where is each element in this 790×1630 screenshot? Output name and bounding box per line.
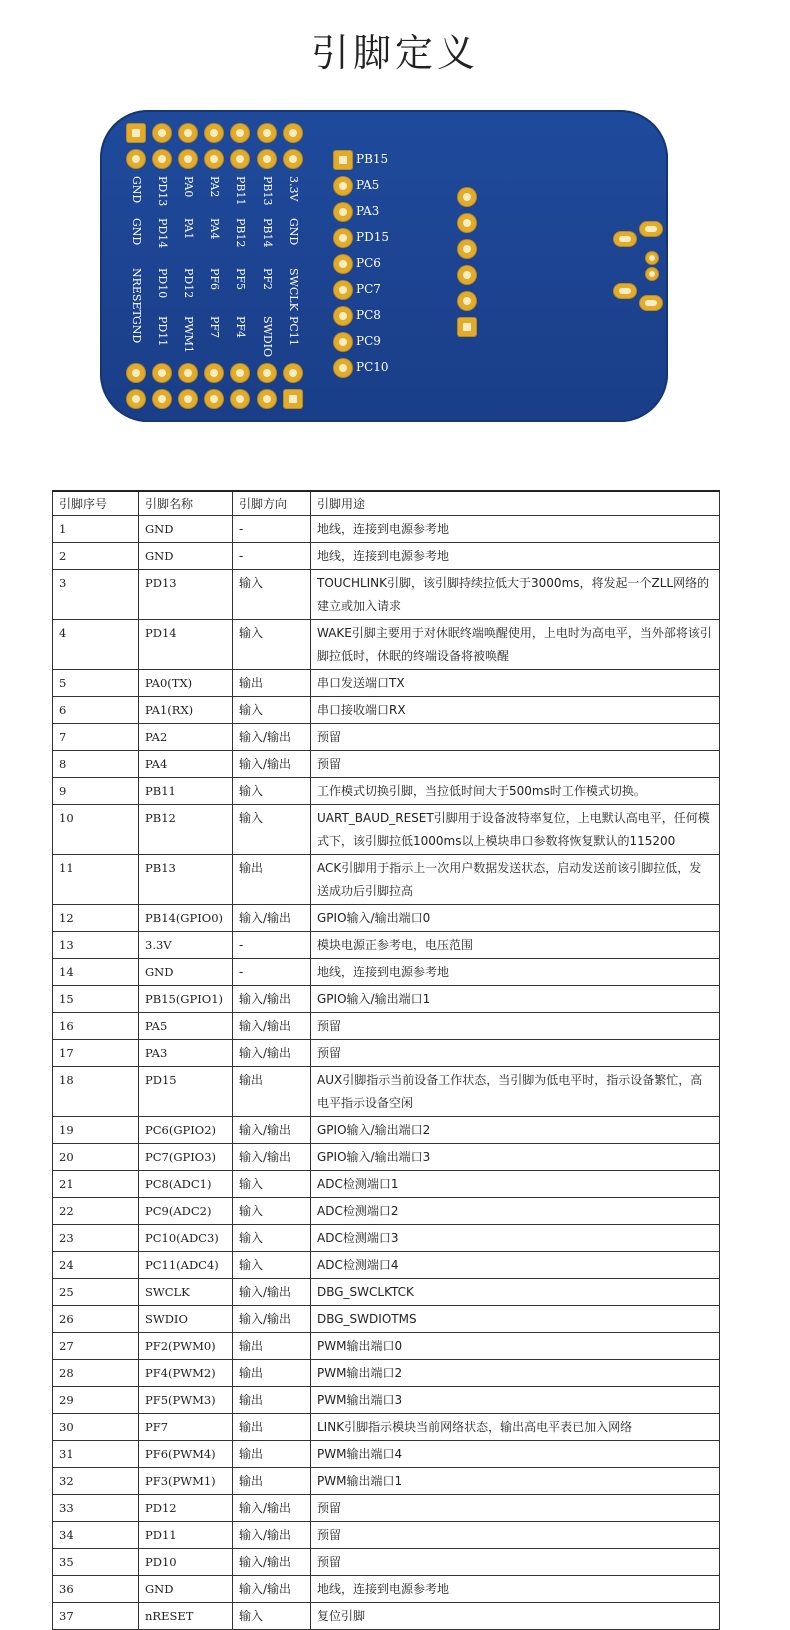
pin-name-cell: 3.3V <box>139 932 233 959</box>
pin-label: PF5 <box>234 268 247 291</box>
pin-usage-cell: 预留 <box>311 1522 720 1549</box>
pin-number-cell: 9 <box>53 778 139 805</box>
table-row <box>53 570 720 620</box>
side-pin <box>334 333 352 351</box>
pin-direction-cell: 输入/输出 <box>233 986 311 1013</box>
pin-number-cell: 29 <box>53 1387 139 1414</box>
header-pin <box>205 150 223 168</box>
pin-name-cell: PD13 <box>139 570 233 620</box>
header-pin <box>258 124 276 142</box>
pin-number-cell: 3 <box>53 570 139 620</box>
pin-label: NRESET <box>130 268 143 317</box>
pin-name-cell: PD14 <box>139 620 233 670</box>
pin-direction-cell: 输入/输出 <box>233 1549 311 1576</box>
pin-name-cell: PF4(PWM2) <box>139 1360 233 1387</box>
pin-name-cell: PB12 <box>139 805 233 855</box>
pin-usage-cell: PWM输出端口0 <box>311 1333 720 1360</box>
header-pin <box>205 364 223 382</box>
pin-name-cell: GND <box>139 516 233 543</box>
antenna-pad <box>640 296 662 310</box>
pin-usage-cell: 预留 <box>311 1495 720 1522</box>
pin-number-cell: 16 <box>53 1013 139 1040</box>
pin-label: PA1 <box>182 218 195 240</box>
table-row <box>53 1333 720 1360</box>
pin-usage-cell: PWM输出端口2 <box>311 1360 720 1387</box>
table-row <box>53 1040 720 1067</box>
table-row <box>53 1225 720 1252</box>
pin-number-cell: 19 <box>53 1117 139 1144</box>
pin-label: PD10 <box>156 268 169 299</box>
pin-number-cell: 35 <box>53 1549 139 1576</box>
pin-usage-cell: TOUCHLINK引脚，该引脚持续拉低大于3000ms，将发起一个ZLL网络的建立或加入请求 <box>311 570 720 620</box>
pin-name-cell: PF3(PWM1) <box>139 1468 233 1495</box>
table-row <box>53 543 720 570</box>
pin-number-cell: 11 <box>53 855 139 905</box>
antenna-pin <box>646 252 658 264</box>
pin-label: PD13 <box>156 176 169 207</box>
pin-name-cell: PF6(PWM4) <box>139 1441 233 1468</box>
table-row <box>53 1603 720 1630</box>
table-row <box>53 805 720 855</box>
pin-label: SWCLK <box>287 268 300 311</box>
table-row <box>53 1360 720 1387</box>
pin-name-cell: PB11 <box>139 778 233 805</box>
pin-direction-cell: - <box>233 932 311 959</box>
pin-number-cell: 15 <box>53 986 139 1013</box>
side-pin-label: PC10 <box>356 360 389 374</box>
pin-number-cell: 27 <box>53 1333 139 1360</box>
pin-usage-cell: AUX引脚指示当前设备工作状态，当引脚为低电平时，指示设备繁忙，高电平指示设备空闲 <box>311 1067 720 1117</box>
pin-usage-cell: UART_BAUD_RESET引脚用于设备波特率复位，上电默认高电平，任何模式下，该引脚拉低1000ms以上模块串口参数将恢复默认的115200 <box>311 805 720 855</box>
pin-number-cell: 28 <box>53 1360 139 1387</box>
pin-number-cell: 26 <box>53 1306 139 1333</box>
pin-name-cell: PA3 <box>139 1040 233 1067</box>
pin-direction-cell: 输出 <box>233 1067 311 1117</box>
antenna-pad <box>614 232 636 246</box>
pin-name-cell: GND <box>139 543 233 570</box>
pin-direction-cell: 输出 <box>233 1333 311 1360</box>
pin-usage-cell: 预留 <box>311 1013 720 1040</box>
table-row <box>53 986 720 1013</box>
table-row <box>53 778 720 805</box>
pin-number-cell: 1 <box>53 516 139 543</box>
pin-direction-cell: 输入 <box>233 778 311 805</box>
pin-name-cell: PA0(TX) <box>139 670 233 697</box>
pin-usage-cell: PWM输出端口4 <box>311 1441 720 1468</box>
side-pin-label: PB15 <box>356 152 389 166</box>
pin-direction-cell: 输出 <box>233 1441 311 1468</box>
middle-pin <box>458 292 476 310</box>
pin-number-cell: 6 <box>53 697 139 724</box>
pin-direction-cell: 输出 <box>233 670 311 697</box>
header-pin <box>258 364 276 382</box>
pin-label: PA2 <box>208 176 221 198</box>
pin-name-cell: PC8(ADC1) <box>139 1171 233 1198</box>
side-pin <box>334 281 352 299</box>
pin-direction-cell: 输入 <box>233 1198 311 1225</box>
pin-label: 3.3V <box>287 176 300 202</box>
pin-label: PB14 <box>261 218 274 248</box>
pin-name-cell: PA5 <box>139 1013 233 1040</box>
header-pin <box>284 390 302 408</box>
table-row <box>53 1549 720 1576</box>
header-pin <box>284 364 302 382</box>
table-row <box>53 670 720 697</box>
antenna-pad <box>640 222 662 236</box>
table-row <box>53 724 720 751</box>
table-row <box>53 620 720 670</box>
pin-number-cell: 14 <box>53 959 139 986</box>
pin-name-cell: PD10 <box>139 1549 233 1576</box>
side-pin-label: PA5 <box>356 178 380 192</box>
header-pin <box>127 150 145 168</box>
header-pin <box>153 124 171 142</box>
side-pin-label: PC8 <box>356 308 381 322</box>
pin-name-cell: PF5(PWM3) <box>139 1387 233 1414</box>
pin-number-cell: 8 <box>53 751 139 778</box>
pin-usage-cell: 地线，连接到电源参考地 <box>311 543 720 570</box>
pin-direction-cell: 输入/输出 <box>233 1013 311 1040</box>
pin-usage-cell: 地线，连接到电源参考地 <box>311 516 720 543</box>
table-header-row <box>53 491 720 516</box>
antenna-pin <box>646 268 658 280</box>
pin-label: GND <box>130 218 143 246</box>
pin-usage-cell: 预留 <box>311 724 720 751</box>
pin-usage-cell: 预留 <box>311 1549 720 1576</box>
table-row <box>53 932 720 959</box>
table-row <box>53 1252 720 1279</box>
pin-direction-cell: - <box>233 516 311 543</box>
pin-usage-cell: 串口接收端口RX <box>311 697 720 724</box>
pin-label: GND <box>130 176 143 204</box>
middle-pin <box>458 214 476 232</box>
antenna-pad <box>614 284 636 298</box>
table-row <box>53 1522 720 1549</box>
pin-number-cell: 18 <box>53 1067 139 1117</box>
table-row <box>53 905 720 932</box>
pin-usage-cell: 预留 <box>311 1040 720 1067</box>
header-pin <box>231 390 249 408</box>
pin-direction-cell: 输出 <box>233 1387 311 1414</box>
pin-label: PC11 <box>287 316 300 346</box>
pin-number-cell: 36 <box>53 1576 139 1603</box>
pin-label: PF2 <box>261 268 274 291</box>
pin-number-cell: 34 <box>53 1522 139 1549</box>
pin-name-cell: PB14(GPIO0) <box>139 905 233 932</box>
pin-usage-cell: 复位引脚 <box>311 1603 720 1630</box>
module-board-diagram <box>100 110 668 422</box>
header-pin <box>284 150 302 168</box>
pin-label: PD11 <box>156 316 169 347</box>
side-pin-label: PC6 <box>356 256 381 270</box>
pin-name-cell: PC7(GPIO3) <box>139 1144 233 1171</box>
middle-pin <box>458 240 476 258</box>
table-row <box>53 1144 720 1171</box>
table-row <box>53 751 720 778</box>
pin-direction-cell: 输入/输出 <box>233 1040 311 1067</box>
middle-pin <box>458 318 476 336</box>
pin-usage-cell: PWM输出端口1 <box>311 1468 720 1495</box>
pin-usage-cell: 预留 <box>311 751 720 778</box>
pin-direction-cell: 输入/输出 <box>233 1495 311 1522</box>
pin-name-cell: PF7 <box>139 1414 233 1441</box>
pin-usage-cell: WAKE引脚主要用于对休眠终端唤醒使用，上电时为高电平，当外部将该引脚拉低时，休眠的终端设备将被唤醒 <box>311 620 720 670</box>
side-pin-label: PC7 <box>356 282 381 296</box>
pin-number-cell: 25 <box>53 1279 139 1306</box>
header-pin-usage: 引脚用途 <box>311 491 720 516</box>
table-row <box>53 855 720 905</box>
pin-direction-cell: 输入 <box>233 1252 311 1279</box>
pin-definition-table <box>52 490 720 1630</box>
pin-number-cell: 2 <box>53 543 139 570</box>
pin-number-cell: 4 <box>53 620 139 670</box>
pin-direction-cell: 输入/输出 <box>233 1306 311 1333</box>
header-pin-name: 引脚名称 <box>139 491 233 516</box>
side-pin <box>334 203 352 221</box>
pin-usage-cell: PWM输出端口3 <box>311 1387 720 1414</box>
table-row <box>53 1576 720 1603</box>
header-pin <box>179 150 197 168</box>
pin-number-cell: 17 <box>53 1040 139 1067</box>
pin-label: PB13 <box>261 176 274 206</box>
pin-label: PD12 <box>182 268 195 299</box>
header-pin <box>127 124 145 142</box>
pin-label: GND <box>287 218 300 246</box>
pin-direction-cell: - <box>233 959 311 986</box>
pin-name-cell: nRESET <box>139 1603 233 1630</box>
pin-direction-cell: 输入/输出 <box>233 1522 311 1549</box>
header-pin <box>258 390 276 408</box>
pin-usage-cell: ADC检测端口1 <box>311 1171 720 1198</box>
pin-name-cell: PA1(RX) <box>139 697 233 724</box>
pin-direction-cell: 输出 <box>233 1468 311 1495</box>
table-row <box>53 1495 720 1522</box>
pin-direction-cell: 输入 <box>233 805 311 855</box>
side-pin <box>334 177 352 195</box>
table-row <box>53 1067 720 1117</box>
pin-name-cell: PC9(ADC2) <box>139 1198 233 1225</box>
pin-usage-cell: ADC检测端口2 <box>311 1198 720 1225</box>
pin-label: SWDIO <box>261 316 274 358</box>
pin-label: PF6 <box>208 268 221 291</box>
side-pin <box>334 255 352 273</box>
side-pin-label: PC9 <box>356 334 381 348</box>
pin-number-cell: 31 <box>53 1441 139 1468</box>
header-pin <box>205 124 223 142</box>
pin-direction-cell: 输入 <box>233 1225 311 1252</box>
pin-label: PA4 <box>208 218 221 240</box>
side-pin-label: PD15 <box>356 230 389 244</box>
pin-number-cell: 7 <box>53 724 139 751</box>
pin-name-cell: PC11(ADC4) <box>139 1252 233 1279</box>
pin-usage-cell: ADC检测端口3 <box>311 1225 720 1252</box>
pin-usage-cell: ADC检测端口4 <box>311 1252 720 1279</box>
pin-label: PB11 <box>234 176 247 206</box>
pin-direction-cell: 输入/输出 <box>233 1117 311 1144</box>
pin-number-cell: 23 <box>53 1225 139 1252</box>
pin-name-cell: GND <box>139 1576 233 1603</box>
middle-pin <box>458 188 476 206</box>
pin-name-cell: PB13 <box>139 855 233 905</box>
table-row <box>53 1387 720 1414</box>
header-pin-direction: 引脚方向 <box>233 491 311 516</box>
pin-number-cell: 5 <box>53 670 139 697</box>
pin-usage-cell: 工作模式切换引脚，当拉低时间大于500ms时工作模式切换。 <box>311 778 720 805</box>
pin-usage-cell: 地线，连接到电源参考地 <box>311 1576 720 1603</box>
pin-direction-cell: 输出 <box>233 855 311 905</box>
header-pin <box>127 390 145 408</box>
pin-direction-cell: 输入 <box>233 1171 311 1198</box>
table-row <box>53 1306 720 1333</box>
pin-number-cell: 33 <box>53 1495 139 1522</box>
pin-direction-cell: 输出 <box>233 1360 311 1387</box>
table-row <box>53 1013 720 1040</box>
pin-usage-cell: GPIO输入/输出端口1 <box>311 986 720 1013</box>
pin-number-cell: 37 <box>53 1603 139 1630</box>
pin-name-cell: PD11 <box>139 1522 233 1549</box>
header-pin <box>179 390 197 408</box>
pin-label: PF4 <box>234 316 247 339</box>
pin-name-cell: PD15 <box>139 1067 233 1117</box>
table-row <box>53 1279 720 1306</box>
pin-name-cell: PA2 <box>139 724 233 751</box>
pin-usage-cell: ACK引脚用于指示上一次用户数据发送状态，启动发送前该引脚拉低，发送成功后引脚拉高 <box>311 855 720 905</box>
pin-name-cell: PC10(ADC3) <box>139 1225 233 1252</box>
pin-number-cell: 12 <box>53 905 139 932</box>
table-row <box>53 1414 720 1441</box>
pin-label: PA0 <box>182 176 195 198</box>
pin-direction-cell: 输入 <box>233 1603 311 1630</box>
pin-number-cell: 20 <box>53 1144 139 1171</box>
pin-name-cell: PF2(PWM0) <box>139 1333 233 1360</box>
pin-name-cell: SWDIO <box>139 1306 233 1333</box>
pin-direction-cell: 输入/输出 <box>233 905 311 932</box>
page-title: 引脚定义 <box>310 31 479 75</box>
pin-number-cell: 13 <box>53 932 139 959</box>
pin-usage-cell: LINK引脚指示模块当前网络状态，输出高电平表已加入网络 <box>311 1414 720 1441</box>
side-pin-label: PA3 <box>356 204 380 218</box>
pin-direction-cell: 输入/输出 <box>233 1576 311 1603</box>
pin-usage-cell: 地线，连接到电源参考地 <box>311 959 720 986</box>
header-pin <box>205 390 223 408</box>
header-pin-number: 引脚序号 <box>53 491 139 516</box>
pin-number-cell: 24 <box>53 1252 139 1279</box>
table-row <box>53 959 720 986</box>
side-pin <box>334 151 352 169</box>
pin-usage-cell: GPIO输入/输出端口0 <box>311 905 720 932</box>
pin-number-cell: 21 <box>53 1171 139 1198</box>
header-pin <box>153 390 171 408</box>
header-pin <box>153 150 171 168</box>
table-row <box>53 697 720 724</box>
pin-direction-cell: 输入/输出 <box>233 724 311 751</box>
header-pin <box>153 364 171 382</box>
table-row <box>53 1468 720 1495</box>
pin-name-cell: PB15(GPIO1) <box>139 986 233 1013</box>
side-pin <box>334 307 352 325</box>
pin-label: PD14 <box>156 218 169 249</box>
table-row <box>53 1441 720 1468</box>
header-pin <box>179 124 197 142</box>
pin-number-cell: 32 <box>53 1468 139 1495</box>
pin-direction-cell: 输入/输出 <box>233 1144 311 1171</box>
pin-number-cell: 30 <box>53 1414 139 1441</box>
header-pin <box>127 364 145 382</box>
pin-direction-cell: - <box>233 543 311 570</box>
pin-usage-cell: 串口发送端口TX <box>311 670 720 697</box>
pin-direction-cell: 输入 <box>233 697 311 724</box>
pin-name-cell: PA4 <box>139 751 233 778</box>
side-pin <box>334 359 352 377</box>
middle-pin <box>458 266 476 284</box>
pin-direction-cell: 输出 <box>233 1414 311 1441</box>
header-pin <box>179 364 197 382</box>
pin-direction-cell: 输入/输出 <box>233 1279 311 1306</box>
pin-direction-cell: 输入 <box>233 570 311 620</box>
pin-name-cell: GND <box>139 959 233 986</box>
pin-direction-cell: 输入/输出 <box>233 751 311 778</box>
header-pin <box>231 150 249 168</box>
table-row <box>53 1171 720 1198</box>
side-pin <box>334 229 352 247</box>
pin-usage-cell: DBG_SWDIOTMS <box>311 1306 720 1333</box>
pin-usage-cell: 模块电源正参考电，电压范围 <box>311 932 720 959</box>
pin-name-cell: PC6(GPIO2) <box>139 1117 233 1144</box>
pin-label: PWM1 <box>182 316 195 353</box>
table-row <box>53 1117 720 1144</box>
pin-name-cell: PD12 <box>139 1495 233 1522</box>
header-pin <box>231 364 249 382</box>
pin-label: PF7 <box>208 316 221 339</box>
table-row <box>53 1198 720 1225</box>
pin-usage-cell: GPIO输入/输出端口2 <box>311 1117 720 1144</box>
pin-number-cell: 10 <box>53 805 139 855</box>
pin-usage-cell: DBG_SWCLKTCK <box>311 1279 720 1306</box>
header-pin <box>231 124 249 142</box>
pin-label: GND <box>130 316 143 344</box>
pin-name-cell: SWCLK <box>139 1279 233 1306</box>
pin-number-cell: 22 <box>53 1198 139 1225</box>
table-row <box>53 516 720 543</box>
pin-usage-cell: GPIO输入/输出端口3 <box>311 1144 720 1171</box>
pin-label: PB12 <box>234 218 247 248</box>
header-pin <box>284 124 302 142</box>
header-pin <box>258 150 276 168</box>
pin-direction-cell: 输入 <box>233 620 311 670</box>
